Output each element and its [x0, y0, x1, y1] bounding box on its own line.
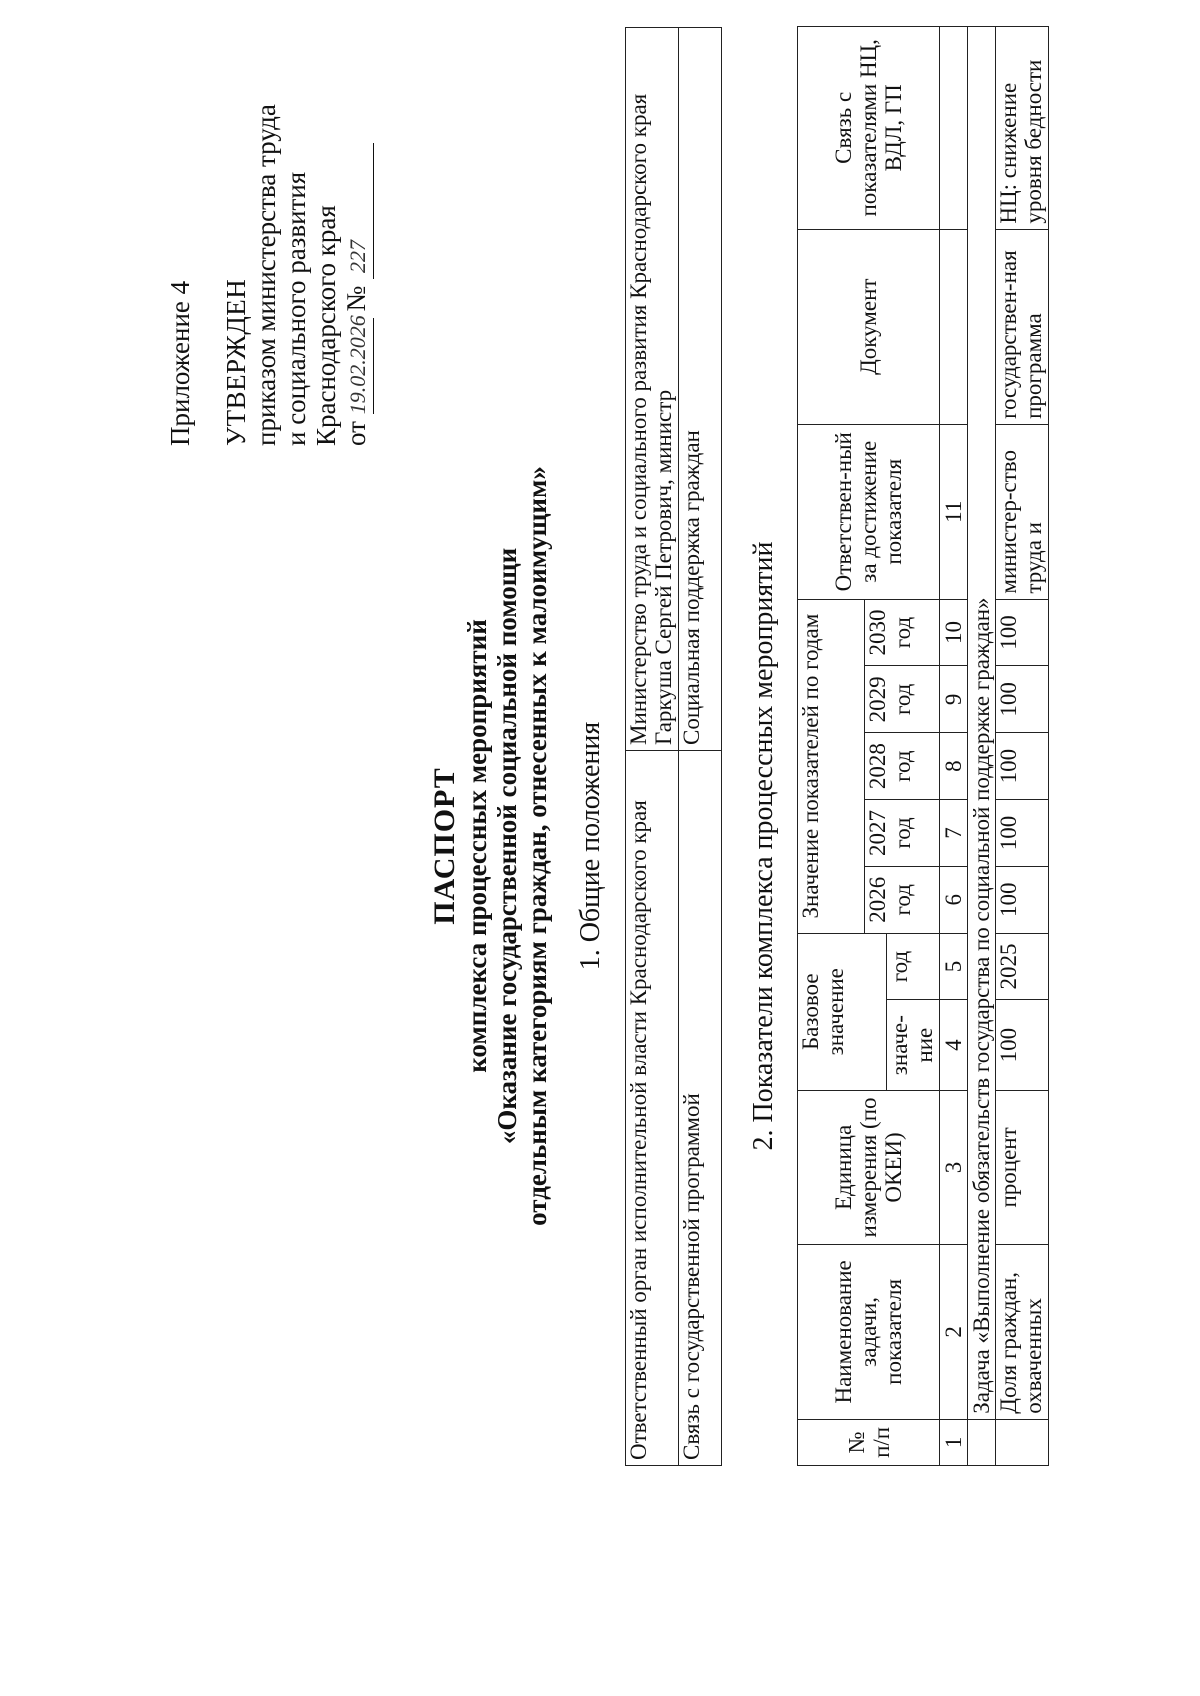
col-number: 2: [940, 1245, 968, 1420]
section-2-heading: 2. Показатели комплекса процессных мероприятий: [748, 541, 779, 1151]
column-numbers-row: [940, 27, 968, 1466]
col-number: 5: [940, 933, 968, 1000]
header-base: Базовое значение: [798, 933, 887, 1090]
header-year-2030: 2030 год: [865, 599, 940, 666]
row-value-2030: 100: [996, 599, 1049, 666]
date-prefix: от: [341, 421, 371, 446]
document-title: [430, 296, 552, 1396]
col-number: [940, 27, 968, 230]
col-number: 7: [940, 800, 968, 867]
header-year-2029: 2029 год: [865, 666, 940, 733]
header-values: Значение показателей по годам: [798, 599, 865, 933]
row-link: НЦ: снижение уровня бедности: [996, 27, 1049, 230]
row-name: Доля граждан, охваченных: [996, 1245, 1049, 1420]
col-number: 4: [940, 1000, 968, 1090]
header-unit: Единица измерения (по ОКЕИ): [798, 1090, 940, 1244]
approval-line-1: приказом министерства труда: [251, 104, 281, 446]
number-value: 227: [343, 143, 374, 279]
col-number: 1: [940, 1419, 968, 1465]
col-number: 8: [940, 733, 968, 800]
header-responsible: Ответствен-ный за достижение показателя: [798, 424, 940, 599]
row-value-2028: 100: [996, 733, 1049, 800]
col-number: [940, 229, 968, 424]
approval-line-3: Краснодарского края: [311, 205, 341, 446]
row-base-year: 2025: [996, 933, 1049, 1000]
header-link: Связь с показателями НЦ, ВДЛ, ГП: [798, 27, 940, 230]
task-num-cell: [968, 1419, 996, 1465]
title-line-3: отдельным категориям граждан, отнесенных к малоимущим»: [522, 466, 552, 1226]
indicators-table: [797, 26, 1049, 1466]
col-number: 3: [940, 1090, 968, 1244]
row-value-2026: 100: [996, 866, 1049, 933]
header-year-2026: 2026 год: [865, 866, 940, 933]
row-responsible: министер-ство труда и: [996, 424, 1049, 599]
general-label-cell: Связь с государственной программой: [679, 751, 722, 1466]
header-year-2027: 2027 год: [865, 800, 940, 867]
section-1-heading: 1. Общие положения: [575, 721, 606, 971]
appendix-label: Приложение 4: [165, 280, 195, 446]
header-num: № п/п: [798, 1419, 940, 1465]
header-name: Наименование задачи, показателя: [798, 1245, 940, 1420]
row-base-value: 100: [996, 1000, 1049, 1090]
general-label-cell: Ответственный орган исполнительной власти Краснодарского края: [626, 751, 679, 1466]
general-provisions-table: [625, 27, 722, 1466]
header-document: Документ: [798, 229, 940, 424]
row-num: [996, 1419, 1049, 1465]
col-number: 11: [940, 424, 968, 599]
general-value-cell: Министерство труда и социального развития Краснодарского края Гаркуша Сергей Петрович, министр: [626, 28, 679, 751]
general-value-cell: Социальная поддержка граждан: [679, 28, 722, 751]
col-number: 6: [940, 866, 968, 933]
table-row: [996, 27, 1049, 1466]
approved-label: УТВЕРЖДЕН: [221, 278, 251, 446]
approval-date-line: [341, 16, 374, 446]
row-document: государствен-ная программа: [996, 229, 1049, 424]
date-value: 19.02.2026: [343, 318, 374, 414]
header-base-year: год: [887, 933, 940, 1000]
title-line-2: «Оказание государственной социальной помощи: [492, 547, 522, 1145]
table-row: [679, 28, 722, 1466]
title-line-1: комплекса процессных мероприятий: [462, 619, 492, 1073]
col-number: 9: [940, 666, 968, 733]
header-year-2028: 2028 год: [865, 733, 940, 800]
row-unit: процент: [996, 1090, 1049, 1244]
header-row: [798, 27, 865, 1466]
approval-line-2: и социального развития: [281, 171, 311, 446]
task-cell: Задача «Выполнение обязательств государства по социальной поддержке граждан»: [968, 27, 996, 1420]
title-main: ПАСПОРТ: [428, 767, 461, 925]
row-value-2027: 100: [996, 800, 1049, 867]
row-value-2029: 100: [996, 666, 1049, 733]
col-number: 10: [940, 599, 968, 666]
number-sign: №: [341, 285, 371, 312]
table-row: [626, 28, 679, 1466]
header-base-value: значе-ние: [887, 1000, 940, 1090]
approval-block: [165, 16, 374, 446]
task-row: [968, 27, 996, 1466]
